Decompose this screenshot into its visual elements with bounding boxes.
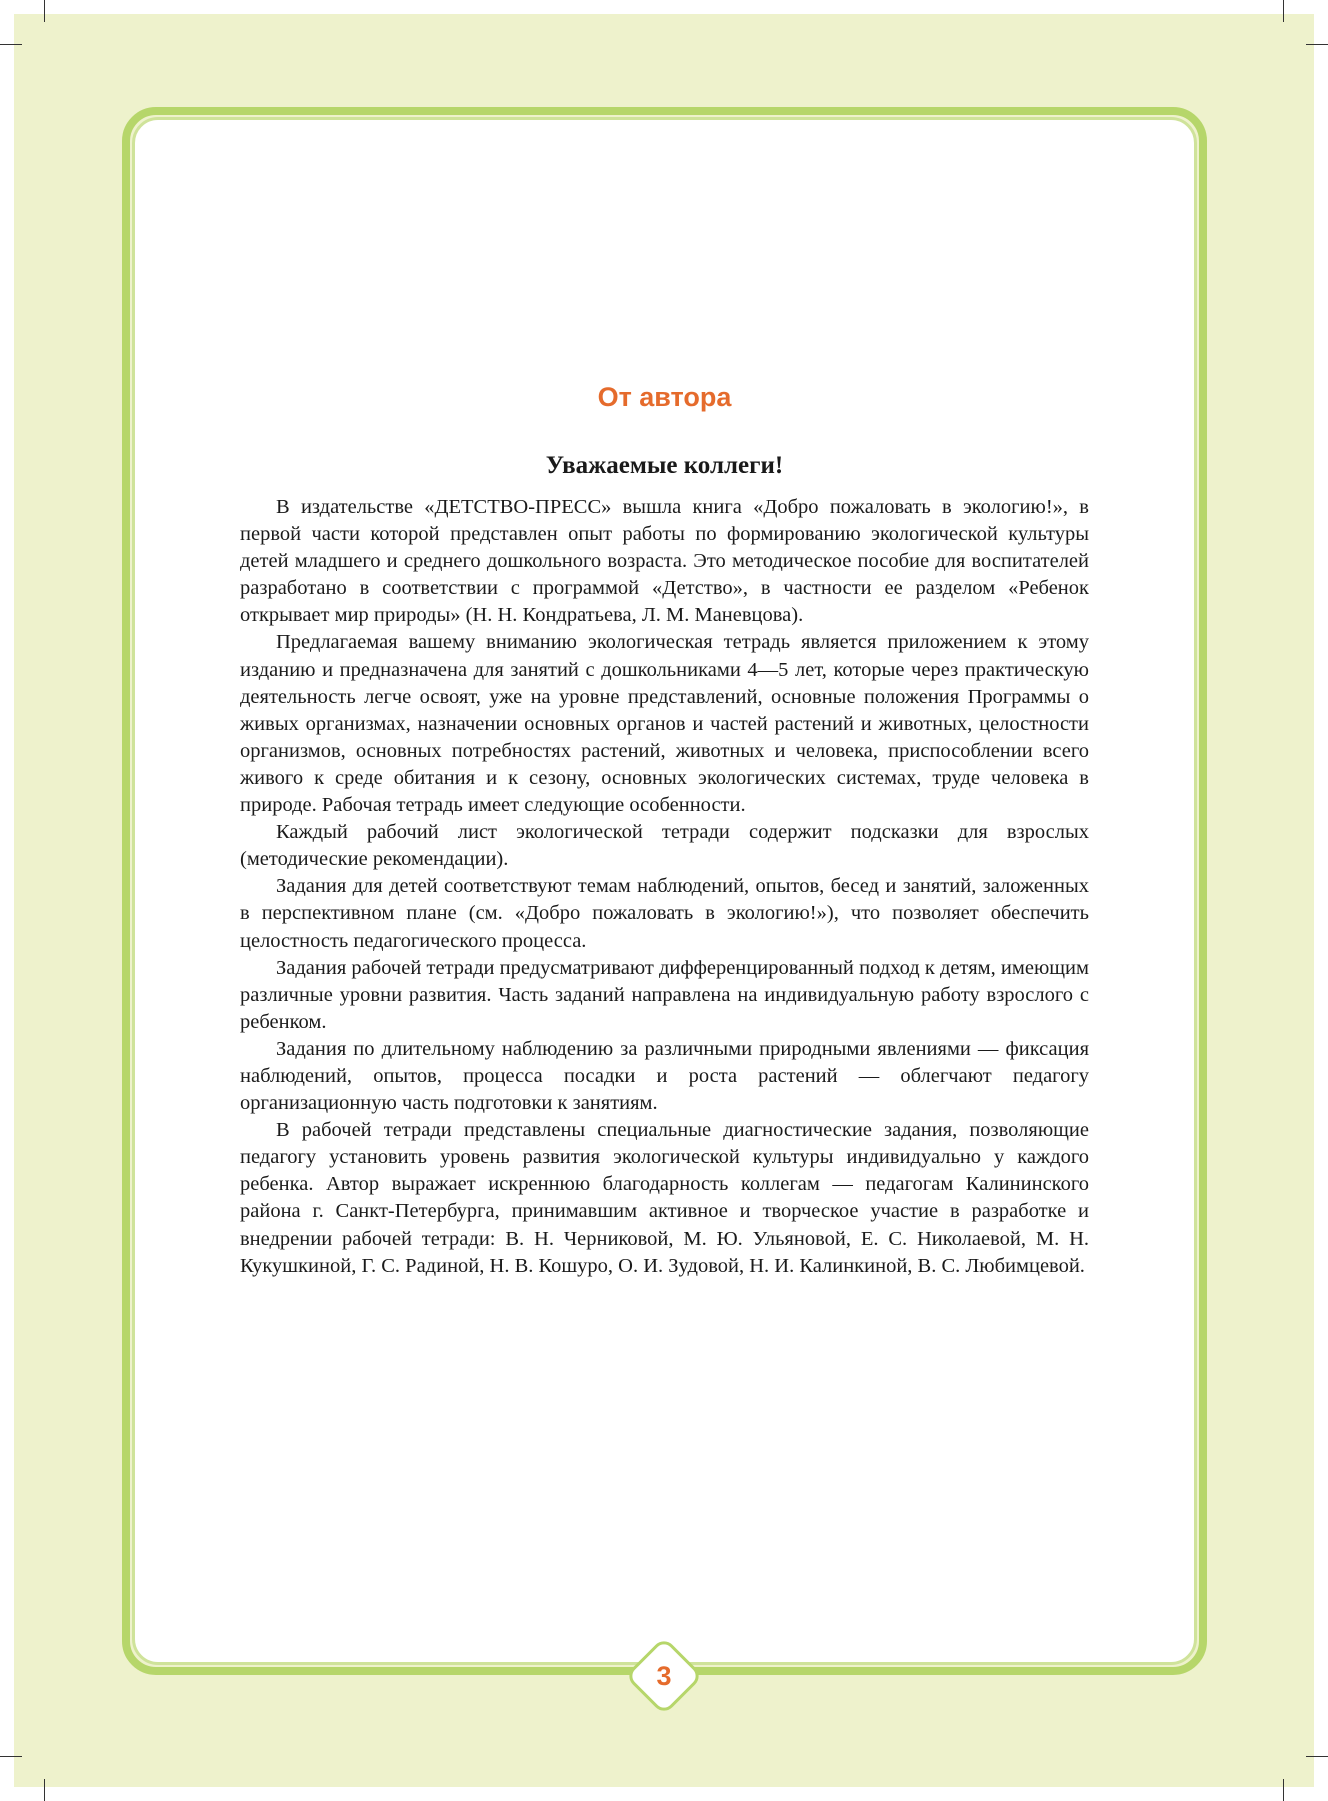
greeting: Уважаемые коллеги! [545, 452, 784, 479]
paragraph: Каждый рабочий лист экологической тетради содержит подсказки для взрослых (методические рекомендации). [240, 821, 1089, 871]
paragraph: Задания для детей соответствуют темам наблюдений, опытов, бесед и занятий, заложенных в перспективном плане (см. «Добро пожаловать в экологию!»), что позволяет обеспечить целостность педагогического процесса. [240, 875, 1089, 952]
page-title: От автора [597, 382, 732, 412]
paragraph: В издательстве «ДЕТСТВО-ПРЕСС» вышла книга «Добро пожаловать в экологию!», в первой части которой представлен опыт работы по формированию экологической культуры детей младшего и среднего дошкольного возраста. Это методическое пособие для воспитателей разработано в соответствии с программой «Детство», в частности ее разделом «Ребенок открывает мир природы» (Н. Н. Кондратьева, Л. М. Маневцова). [240, 496, 1089, 627]
paragraph: Задания по длительному наблюдению за различными природными явлениями — фиксация наблюдений, опытов, процесса посадки и роста растений — облегчают педагогу организационную часть подготовки к занятиям. [240, 1037, 1089, 1115]
body-text [240, 494, 1089, 1280]
crop-mark-bottom-right-horizontal [1306, 1756, 1328, 1757]
crop-mark-top-left-horizontal [0, 44, 22, 45]
crop-mark-bottom-left-horizontal [0, 1756, 22, 1757]
page-number-badge [625, 1637, 703, 1715]
crop-mark-top-right-vertical [1283, 0, 1284, 22]
paragraph: В рабочей тетради представлены специальные диагностические задания, позволяющие педагогу установить уровень развития экологической культуры индивидуально у каждого ребенка. Автор выражает искреннюю благодарность коллегам — педагогам Калининского района г. Санкт-Петербурга, принимавшим активное и творческое участие в разработке и внедрении рабочей тетради: В. Н. Черниковой, М. Ю. Ульяновой, Е. С. Николаевой, М. Н. Кукушкиной, Г. С. Радиной, Н. В. Кошуро, О. И. Зудовой, Н. И. Калинкиной, В. С. Любимцевой. [240, 1119, 1089, 1277]
crop-mark-top-left-vertical [44, 0, 45, 22]
paragraph: Задания рабочей тетради предусматривают дифференцированный подход к детям, имеющим различные уровни развития. Часть заданий направлена на индивидуальную работу взрослого с ребенком. [240, 956, 1089, 1033]
crop-mark-top-right-horizontal [1306, 44, 1328, 45]
crop-mark-bottom-right-vertical [1283, 1779, 1284, 1801]
page-number: 3 [656, 1661, 672, 1691]
paragraph: Предлагаемая вашему вниманию экологическая тетрадь является приложением к этому изданию и предназначена для занятий с дошкольниками 4—5 лет, которые через практическую деятельность легче освоят, уже на уровне представлений, основные положения Программы о живых организмах, назначении основных органов и частей растений и животных, целостности организмов, основных потребностях растений, животных и человека, приспособлении всего живого к среде обитания и к сезону, основных экологических системах, труде человека в природе. Рабочая тетрадь имеет следующие особенности. [240, 631, 1089, 817]
crop-mark-bottom-left-vertical [44, 1779, 45, 1801]
